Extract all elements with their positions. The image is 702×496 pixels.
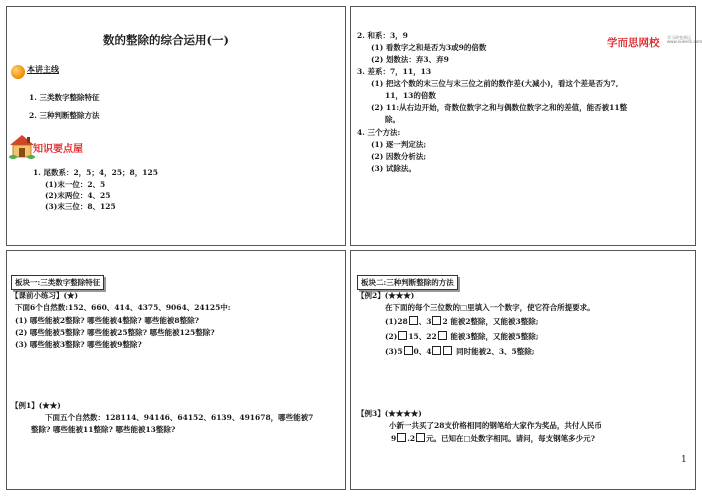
pre-exercise-q1: (1) 哪些能被2整除? 哪些能被4整除? 哪些能被8整除? — [15, 316, 199, 325]
brand-logo: 学而思网校 — [607, 37, 660, 49]
method-2: (2) 因数分析法; — [371, 152, 427, 161]
blank-box — [404, 346, 413, 355]
blank-box — [443, 346, 452, 355]
brand-slogan: 学习改变命运 www.xueersi.com — [667, 35, 702, 45]
line-sum-rule-2: (2) 划数法：弃3、弃9 — [371, 55, 449, 64]
example-2-q3: (3)5 0、4 同时能被2、3、5整除; — [385, 347, 535, 356]
module-1-title: 板块一:三类数字整除特征 — [11, 275, 104, 290]
pre-exercise-label: 【课前小练习】(★) — [11, 291, 79, 300]
blank-box — [438, 331, 447, 340]
section-key-heading: 知识要点屋 — [33, 144, 83, 155]
line-diff-rule-1: (1) 把这个数的末三位与末三位之前的数作差(大减小)，看这个差是否为7, — [371, 79, 619, 88]
slide-panel-1 — [6, 6, 346, 246]
example-3-line-1: 小新一共买了28支价格相同的钢笔给大家作为奖品，共付人民币 — [389, 421, 602, 430]
blank-box — [397, 433, 406, 442]
line-3-diff-series: 3. 差系：7，11，13 — [357, 67, 432, 76]
main-item-1: 1. 三类数字整除特征 — [29, 93, 100, 102]
line-4-methods: 4. 三个方法: — [357, 128, 401, 137]
blank-box — [432, 346, 441, 355]
line-2-sum-series: 2. 和系：3，9 — [357, 31, 408, 40]
example-1-label: 【例1】(★★) — [11, 401, 61, 410]
method-1: (1) 逐一判定法; — [371, 140, 427, 149]
example-2-q2: (2) 15、22 能被3整除，又能被5整除; — [385, 332, 539, 341]
main-item-2: 2. 三种判断整除方法 — [29, 111, 100, 120]
pre-exercise-q3: (3) 哪些能被3整除? 哪些能被9整除? — [15, 340, 142, 349]
page-number: 1 — [681, 455, 687, 465]
line-sum-rule-1: (1) 看数字之和是否为3或9的倍数 — [371, 43, 487, 52]
blank-box — [416, 433, 425, 442]
pre-exercise-q2: (2) 哪些能被5整除? 哪些能被25整除? 哪些能被125整除? — [15, 328, 215, 337]
line-diff-rule-2: (2) 11:从右边开始，奇数位数字之和与偶数位数字之和的差值，能否被11整 — [371, 103, 628, 112]
slide-panel-2 — [350, 6, 702, 246]
sub-item-1: (1)末一位：2、5 — [45, 180, 106, 189]
sub-item-3: (3)末三位：8、125 — [45, 202, 116, 211]
sub-item-2: (2)末两位：4、25 — [45, 191, 111, 200]
lecture-title: 数的整除的综合运用(一) — [103, 33, 229, 47]
blank-box — [398, 331, 407, 340]
orange-ball-icon — [11, 65, 25, 79]
slide-panel-4 — [350, 250, 696, 490]
example-2-q1: (1)28 、3 2 能被2整除，又能被3整除; — [385, 317, 539, 326]
example-3-label: 【例3】(★★★★) — [357, 409, 422, 418]
section-main-heading: 本讲主线 — [27, 64, 59, 74]
line-diff-rule-2-cont: 除。 — [385, 115, 400, 124]
key-point-1: 1. 尾数系：2，5；4，25；8，125 — [33, 168, 158, 177]
line-diff-rule-1-cont: 11，13的倍数 — [385, 91, 436, 100]
house-icon — [9, 133, 35, 159]
blank-box — [409, 316, 418, 325]
slide-panel-3 — [6, 250, 346, 490]
example-3-line-2: 9 .2 元。已知在□处数字相同。请问，每支钢笔多少元? — [391, 434, 596, 443]
module-2-title: 板块二:三种判断整除的方法 — [357, 275, 458, 290]
example-2-label: 【例2】(★★★) — [357, 291, 415, 300]
example-2-intro: 在下面的每个三位数的□里填入一个数字，使它符合所提要求。 — [385, 303, 595, 312]
example-1-line-2: 整除? 哪些能被11整除? 哪些能被13整除? — [31, 425, 176, 434]
method-3: (3) 试除法。 — [371, 164, 416, 173]
blank-box — [432, 316, 441, 325]
example-1-line-1: 下面五个自然数：128114、94146、64152、6139、491678，哪些能被7 — [45, 413, 314, 422]
pre-exercise-intro: 下面6个自然数:152、660、414、4375、9064、24125中: — [15, 303, 231, 312]
